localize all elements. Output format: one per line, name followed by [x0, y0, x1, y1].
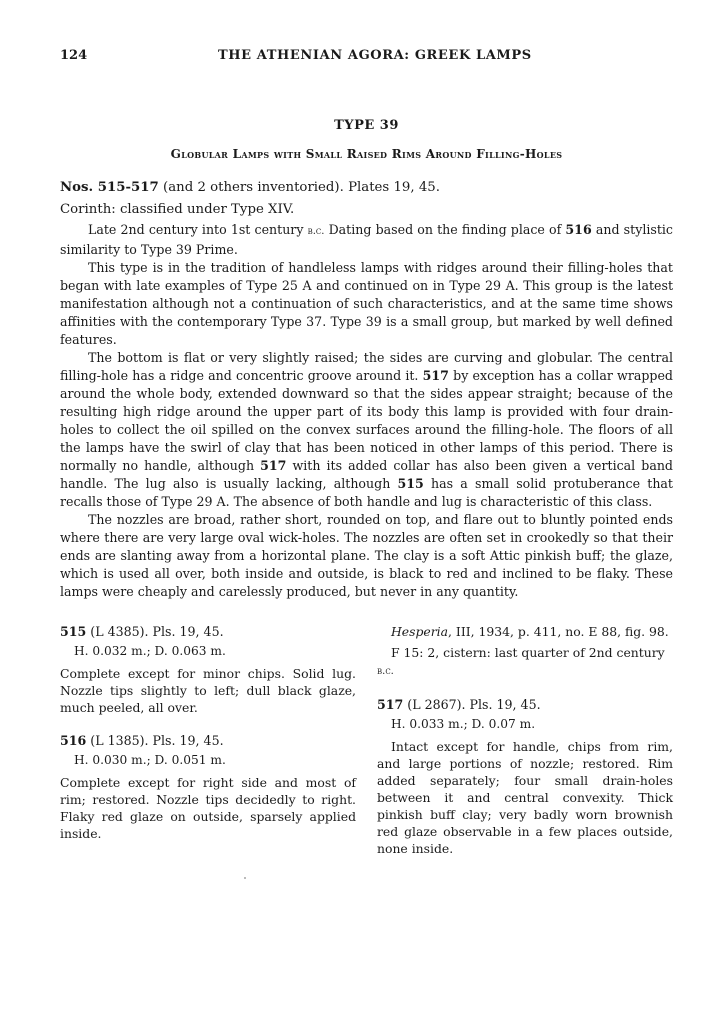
catalogue-columns	[60, 623, 673, 873]
catalogue-entry-517	[377, 696, 673, 857]
catalogue-entry-515	[60, 623, 356, 716]
type-subtitle: Globular Lamps with Small Raised Rims Around Filling-Holes	[170, 147, 563, 161]
entry-description: Intact except for handle, chips from rim, and large portions of nozzle; restored. Rim added separately; four small drain-holes between it and central convexity. Thick pinkish buff clay; very badly worn brownish red glaze observable in a few places outside, none inside.	[377, 739, 673, 856]
corinth-line: Corinth: classified under Type XIV.	[60, 202, 295, 217]
paragraph-nozzles: The nozzles are broad, rather short, rounded on top, and flare out to bluntly pointed ends where there are very large oval wick-holes. The nozzles are often set in crookedly so that their ends are slanting away from a horizontal plane. The clay is a soft Attic pinkish buff; the glaze, which is used all over, both inside and outside, is black to red and inclined to be flaky. These lamps were cheaply and carelessly produced, but never in any quantity.	[60, 512, 673, 599]
intro-text	[60, 221, 673, 601]
entry-dimensions: H. 0.032 m.; D. 0.063 m.	[74, 644, 226, 658]
find-place: F 15: 2, cistern: last quarter of 2nd century b.c.	[377, 645, 665, 677]
bibliography-reference: Hesperia, III, 1934, p. 411, no. E 88, fig. 98.	[391, 624, 669, 639]
paragraph-dating: Late 2nd century into 1st century b.c. Dating based on the finding place of 516 and stylistic similarity to Type 39 Prime.	[60, 222, 673, 257]
type-title: TYPE 39	[334, 118, 399, 133]
running-title: THE ATHENIAN AGORA: GREEK LAMPS	[218, 48, 532, 63]
numbers-label: Nos. 515-517	[60, 180, 159, 195]
paragraph-shape: The bottom is flat or very slightly raised; the sides are curving and globular. The central filling-hole has a ridge and concentric groove around it. 517 by exception has a collar wrapped around the whole body, extended downward so that the sides appear straight; because of the resulting high ridge around the upper part of its body this lamp is provided with four drain-holes to collect the oil spilled on the convex surfaces around the filling-hole. The floors of all the lamps have the swirl of clay that has been noticed in other lamps of this period. There is normally no handle, although 517 with its added collar has also been given a vertical band handle. The lug also is usually lacking, although 515 has a small solid protuberance that recalls those of Type 29 A. The absence of both handle and lug is characteristic of this class.	[60, 350, 673, 509]
stray-mark	[244, 877, 246, 879]
paragraph-tradition: This type is in the tradition of handleless lamps with ridges around their filling-holes that began with late examples of Type 25 A and continued on in Type 29 A. This group is the latest manifestation although not a continuation of such characteristics, and at the same time shows affinities with the contemporary Type 37. Type 39 is a small group, but marked by well defined features.	[60, 260, 673, 347]
entry-heading: 515 (L 4385). Pls. 19, 45.	[60, 624, 224, 639]
numbers-rest: (and 2 others inventoried). Plates 19, 45.	[158, 180, 440, 195]
catalogue-left-column	[60, 623, 356, 873]
entry-heading: 517 (L 2867). Pls. 19, 45.	[377, 697, 541, 712]
numbers-line	[60, 179, 673, 197]
entry-heading: 516 (L 1385). Pls. 19, 45.	[60, 733, 224, 748]
catalogue-right-column	[377, 623, 673, 873]
entry-dimensions: H. 0.033 m.; D. 0.07 m.	[391, 717, 536, 731]
running-header	[60, 48, 673, 72]
entry-description: Complete except for minor chips. Solid lug. Nozzle tips slightly to left; dull black glaze, much peeled, all over.	[60, 666, 356, 715]
page	[60, 48, 673, 873]
page-number: 124	[60, 48, 88, 63]
entry-description: Complete except for right side and most of rim; restored. Nozzle tips decidedly to right. Flaky red glaze on outside, sparsely applied inside.	[60, 775, 356, 841]
catalogue-entry-516	[60, 732, 356, 842]
entry-dimensions: H. 0.030 m.; D. 0.051 m.	[74, 753, 226, 767]
